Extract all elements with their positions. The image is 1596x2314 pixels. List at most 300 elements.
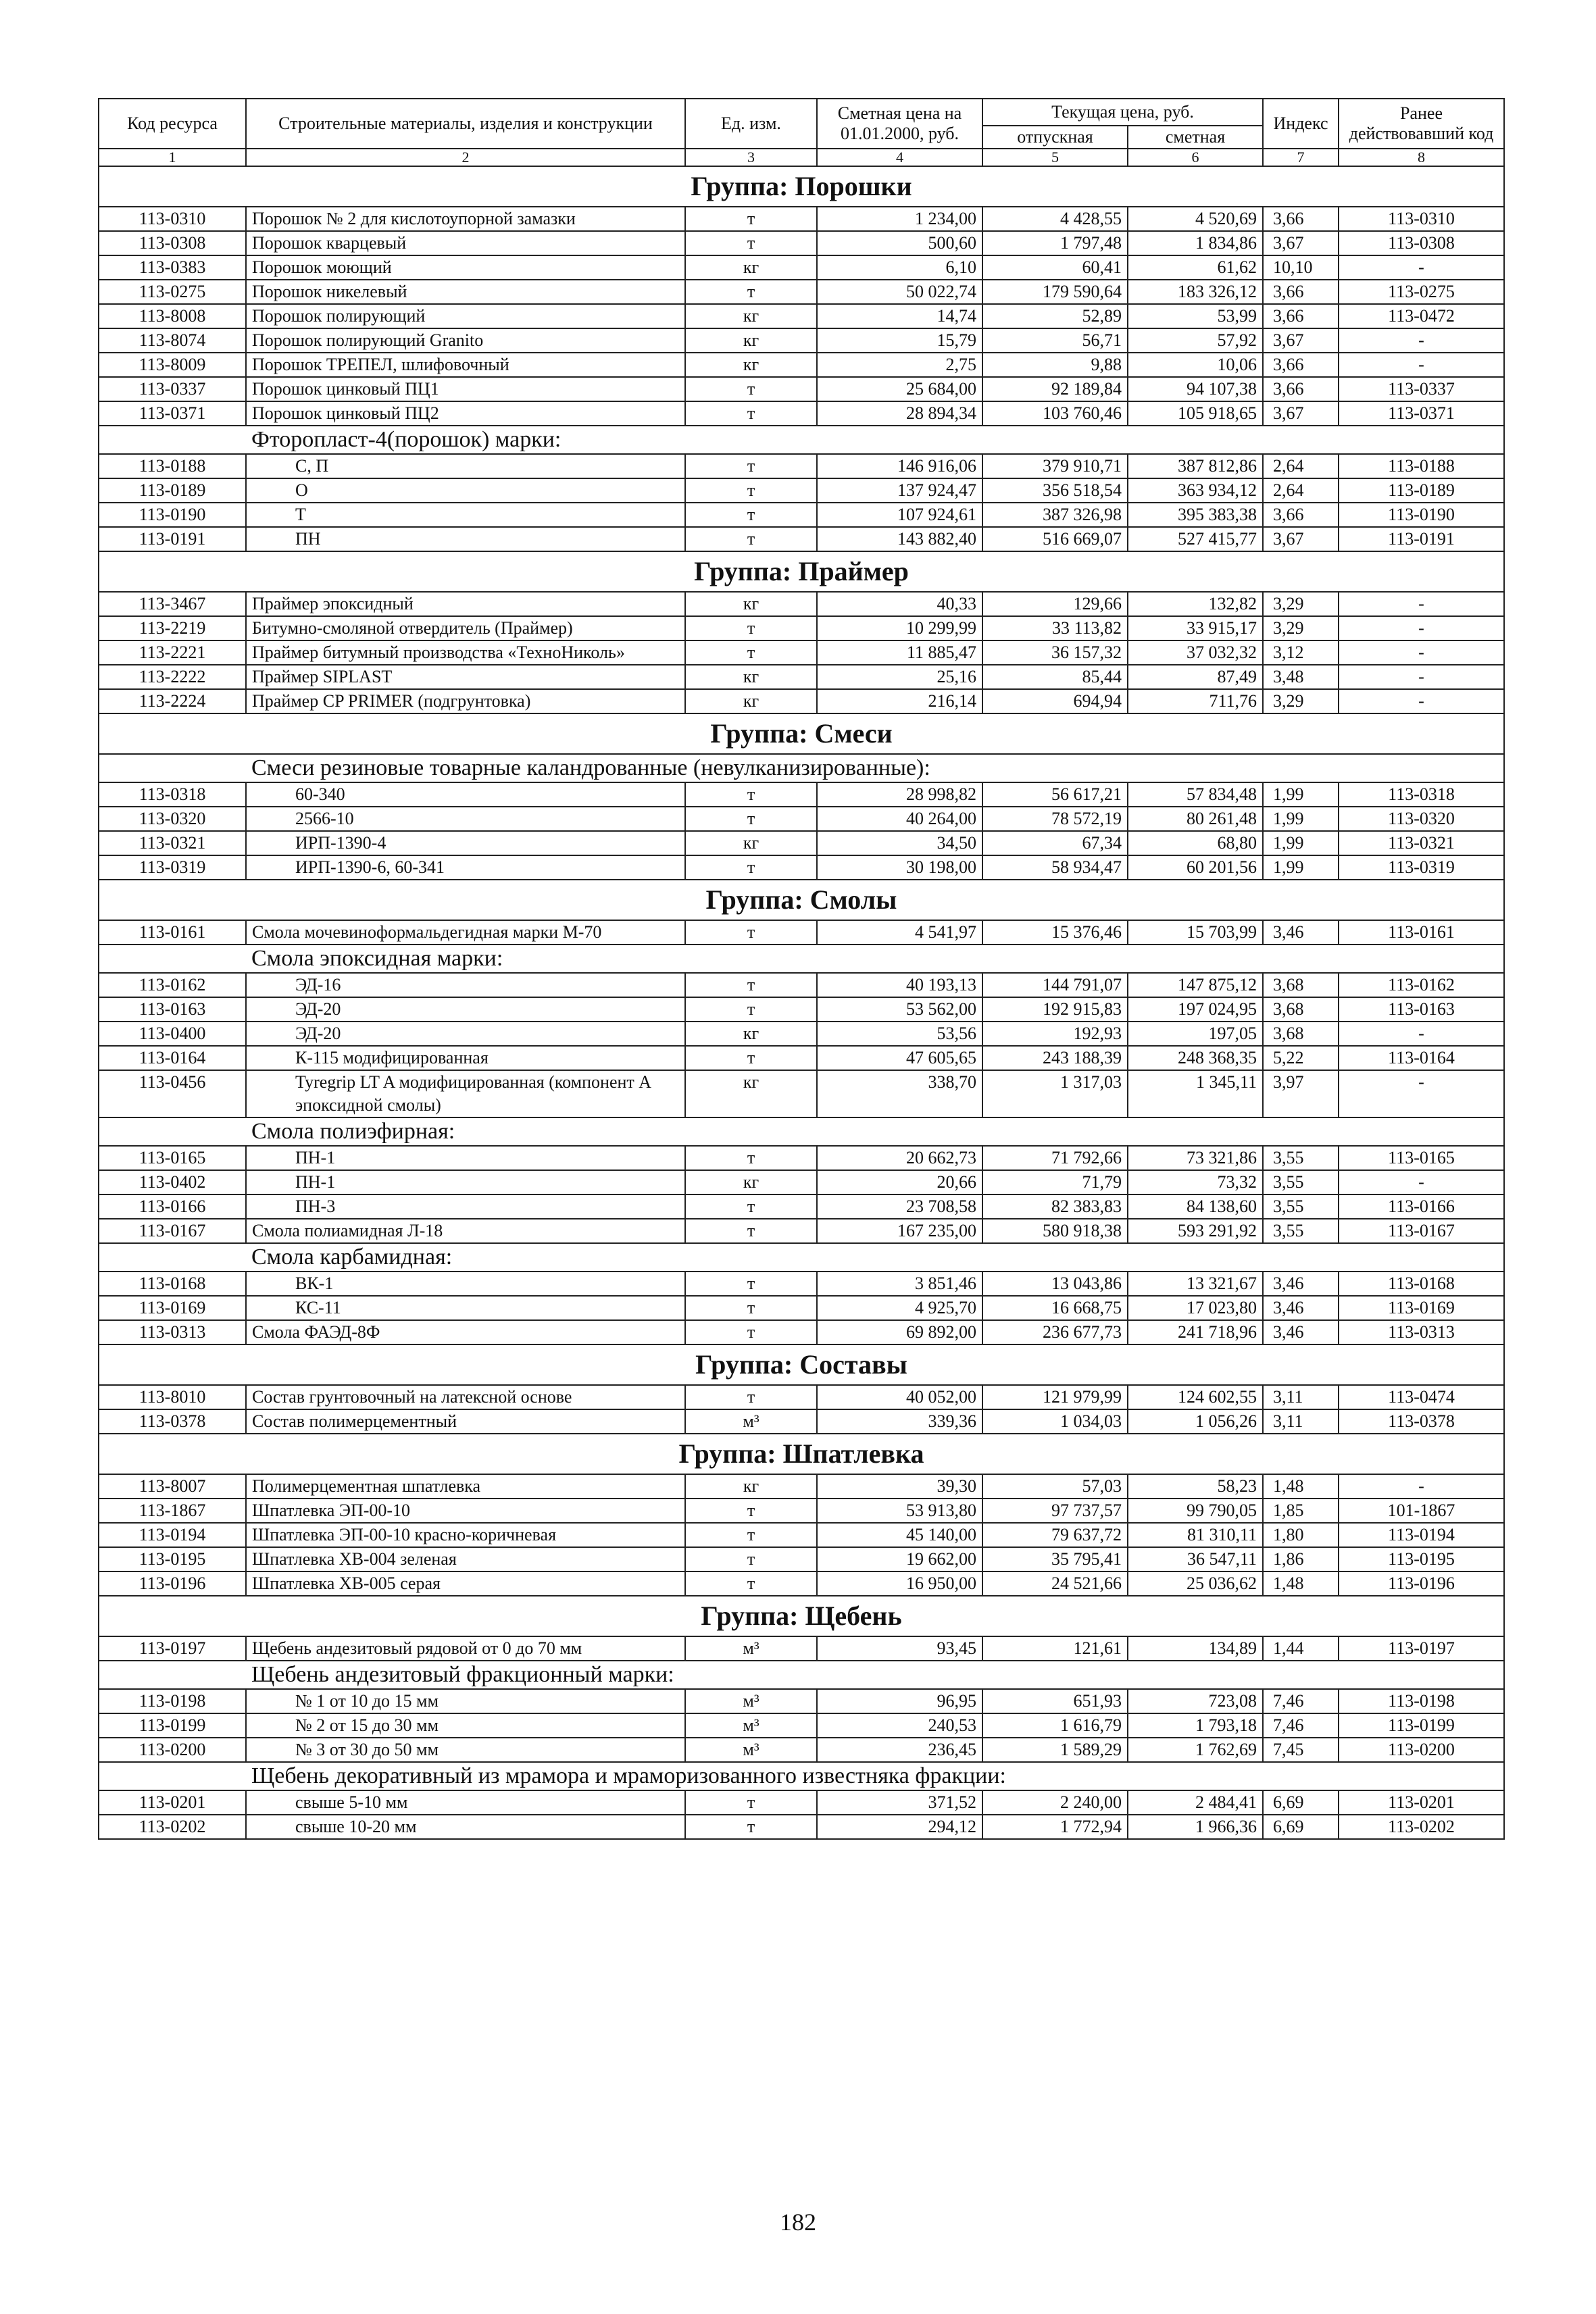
estimate-price-cell: 58,23	[1128, 1474, 1263, 1499]
table-row	[99, 1738, 1504, 1762]
release-price-cell: 56,71	[982, 328, 1128, 353]
estimate-price-cell: 57,92	[1128, 328, 1263, 353]
index-cell: 3,48	[1263, 665, 1339, 689]
resource-code-cell: 113-0400	[99, 1022, 246, 1046]
table-row	[99, 1713, 1504, 1738]
estimate-price-cell: 10,06	[1128, 353, 1263, 377]
subgroup-heading-row	[99, 426, 1504, 454]
material-name-cell: Порошок цинковый ПЦ2	[246, 401, 685, 426]
table-row	[99, 1571, 1504, 1596]
base-price-cell: 500,60	[817, 231, 982, 255]
resource-code-cell: 113-0166	[99, 1194, 246, 1219]
material-name-cell: ВК-1	[246, 1272, 685, 1296]
table-row	[99, 782, 1504, 807]
index-cell: 3,66	[1263, 207, 1339, 231]
base-price-cell: 39,30	[817, 1474, 982, 1499]
index-cell: 3,66	[1263, 304, 1339, 328]
previous-code-cell: 113-0165	[1339, 1146, 1504, 1170]
base-price-cell: 339,36	[817, 1409, 982, 1434]
unit-cell: т	[685, 807, 817, 831]
release-price-cell: 78 572,19	[982, 807, 1128, 831]
table-row	[99, 1070, 1504, 1117]
table-row	[99, 1790, 1504, 1815]
previous-code-cell: 113-0202	[1339, 1815, 1504, 1839]
base-price-cell: 30 198,00	[817, 855, 982, 880]
table-row	[99, 231, 1504, 255]
index-cell: 10,10	[1263, 255, 1339, 280]
table-row	[99, 855, 1504, 880]
material-name-cell: Шпатлевка ХВ-004 зеленая	[246, 1547, 685, 1571]
unit-cell: м³	[685, 1738, 817, 1762]
unit-cell: т	[685, 1296, 817, 1320]
index-cell: 1,86	[1263, 1547, 1339, 1571]
estimate-price-cell: 68,80	[1128, 831, 1263, 855]
index-cell: 7,45	[1263, 1738, 1339, 1762]
previous-code-cell: 113-0191	[1339, 527, 1504, 551]
subgroup-heading-row	[99, 1117, 1504, 1146]
table-row	[99, 1296, 1504, 1320]
resource-code-cell: 113-0275	[99, 280, 246, 304]
release-price-cell: 79 637,72	[982, 1523, 1128, 1547]
release-price-cell: 58 934,47	[982, 855, 1128, 880]
material-name-cell: ПН-1	[246, 1170, 685, 1194]
estimate-price-cell: 73,32	[1128, 1170, 1263, 1194]
table-row	[99, 328, 1504, 353]
table-row	[99, 831, 1504, 855]
unit-cell: т	[685, 231, 817, 255]
material-name-cell: Порошок полирующий Granito	[246, 328, 685, 353]
base-price-cell: 14,74	[817, 304, 982, 328]
resource-code-cell: 113-0456	[99, 1070, 246, 1117]
release-price-cell: 82 383,83	[982, 1194, 1128, 1219]
resource-code-cell: 113-0378	[99, 1409, 246, 1434]
release-price-cell: 2 240,00	[982, 1790, 1128, 1815]
release-price-cell: 92 189,84	[982, 377, 1128, 401]
resource-code-cell: 113-0320	[99, 807, 246, 831]
resource-code-cell: 113-3467	[99, 592, 246, 616]
material-name-cell: ЭД-20	[246, 997, 685, 1022]
resource-code-cell: 113-0188	[99, 454, 246, 478]
resource-code-cell: 113-0164	[99, 1046, 246, 1070]
previous-code-cell: 113-0337	[1339, 377, 1504, 401]
base-price-cell: 25 684,00	[817, 377, 982, 401]
index-cell: 3,67	[1263, 231, 1339, 255]
column-number: 8	[1339, 149, 1504, 166]
unit-cell: кг	[685, 328, 817, 353]
release-price-cell: 33 113,82	[982, 616, 1128, 640]
estimate-price-cell: 124 602,55	[1128, 1385, 1263, 1409]
resource-code-cell: 113-0308	[99, 231, 246, 255]
index-cell: 1,80	[1263, 1523, 1339, 1547]
material-name-cell: № 2 от 15 до 30 мм	[246, 1713, 685, 1738]
release-price-cell: 121,61	[982, 1636, 1128, 1661]
unit-cell: кг	[685, 353, 817, 377]
table-row	[99, 1022, 1504, 1046]
release-price-cell: 243 188,39	[982, 1046, 1128, 1070]
estimate-price-cell: 197 024,95	[1128, 997, 1263, 1022]
previous-code-cell: 113-0201	[1339, 1790, 1504, 1815]
material-name-cell: Праймер эпоксидный	[246, 592, 685, 616]
estimate-price-cell: 527 415,77	[1128, 527, 1263, 551]
base-price-cell: 45 140,00	[817, 1523, 982, 1547]
material-name-cell: Порошок полирующий	[246, 304, 685, 328]
previous-code-cell: 113-0167	[1339, 1219, 1504, 1243]
index-cell: 3,66	[1263, 377, 1339, 401]
unit-cell: т	[685, 478, 817, 503]
subgroup-heading-row	[99, 1762, 1504, 1790]
estimate-price-cell: 81 310,11	[1128, 1523, 1263, 1547]
previous-code-cell: -	[1339, 1070, 1504, 1117]
subgroup-title: Смола полиэфирная:	[99, 1117, 1504, 1146]
release-price-cell: 52,89	[982, 304, 1128, 328]
base-price-cell: 96,95	[817, 1689, 982, 1713]
subgroup-title: Щебень андезитовый фракционный марки:	[99, 1661, 1504, 1689]
resource-code-cell: 113-8010	[99, 1385, 246, 1409]
release-price-cell: 15 376,46	[982, 920, 1128, 945]
material-name-cell: 60-340	[246, 782, 685, 807]
resource-code-cell: 113-8009	[99, 353, 246, 377]
estimate-price-cell: 1 966,36	[1128, 1815, 1263, 1839]
column-number: 7	[1263, 149, 1339, 166]
release-price-cell: 36 157,32	[982, 640, 1128, 665]
base-price-cell: 25,16	[817, 665, 982, 689]
resource-code-cell: 113-8074	[99, 328, 246, 353]
material-name-cell: КС-11	[246, 1296, 685, 1320]
base-price-cell: 40,33	[817, 592, 982, 616]
previous-code-cell: 113-0313	[1339, 1320, 1504, 1344]
resource-code-cell: 113-0383	[99, 255, 246, 280]
base-price-cell: 40 193,13	[817, 973, 982, 997]
column-number: 6	[1128, 149, 1263, 166]
table-header	[99, 99, 1504, 166]
unit-cell: т	[685, 1571, 817, 1596]
resource-code-cell: 113-0310	[99, 207, 246, 231]
table-row	[99, 920, 1504, 945]
material-name-cell: Битумно-смоляной отвердитель (Праймер)	[246, 616, 685, 640]
release-price-cell: 97 737,57	[982, 1499, 1128, 1523]
unit-cell: кг	[685, 1070, 817, 1117]
unit-cell: т	[685, 1523, 817, 1547]
previous-code-cell: 113-0190	[1339, 503, 1504, 527]
previous-code-cell: -	[1339, 689, 1504, 713]
price-table	[98, 98, 1505, 1840]
base-price-cell: 10 299,99	[817, 616, 982, 640]
resource-code-cell: 113-0194	[99, 1523, 246, 1547]
unit-cell: т	[685, 454, 817, 478]
index-cell: 2,64	[1263, 454, 1339, 478]
estimate-price-cell: 2 484,41	[1128, 1790, 1263, 1815]
previous-code-cell: 113-0371	[1339, 401, 1504, 426]
resource-code-cell: 113-8007	[99, 1474, 246, 1499]
previous-code-cell: 113-0310	[1339, 207, 1504, 231]
group-title: Группа: Порошки	[99, 166, 1504, 207]
estimate-price-cell: 134,89	[1128, 1636, 1263, 1661]
group-heading-row	[99, 166, 1504, 207]
resource-code-cell: 113-0199	[99, 1713, 246, 1738]
previous-code-cell: 113-0196	[1339, 1571, 1504, 1596]
estimate-price-cell: 132,82	[1128, 592, 1263, 616]
subgroup-heading-row	[99, 1243, 1504, 1272]
header-estimate-price: сметная	[1128, 126, 1263, 149]
previous-code-cell: 113-0198	[1339, 1689, 1504, 1713]
estimate-price-cell: 73 321,86	[1128, 1146, 1263, 1170]
base-price-cell: 28 998,82	[817, 782, 982, 807]
material-name-cell: Порошок кварцевый	[246, 231, 685, 255]
group-title: Группа: Смеси	[99, 713, 1504, 754]
subgroup-heading-row	[99, 945, 1504, 973]
index-cell: 7,46	[1263, 1713, 1339, 1738]
index-cell: 3,11	[1263, 1385, 1339, 1409]
previous-code-cell: 113-0188	[1339, 454, 1504, 478]
material-name-cell: ИРП-1390-4	[246, 831, 685, 855]
previous-code-cell: -	[1339, 616, 1504, 640]
index-cell: 3,29	[1263, 616, 1339, 640]
release-price-cell: 1 317,03	[982, 1070, 1128, 1117]
index-cell: 3,55	[1263, 1146, 1339, 1170]
table-row	[99, 1046, 1504, 1070]
index-cell: 3,68	[1263, 1022, 1339, 1046]
previous-code-cell: -	[1339, 1022, 1504, 1046]
table-row	[99, 665, 1504, 689]
resource-code-cell: 113-0189	[99, 478, 246, 503]
material-name-cell: Порошок ТРЕПЕЛ, шлифовочный	[246, 353, 685, 377]
subgroup-title: Смола эпоксидная марки:	[99, 945, 1504, 973]
unit-cell: кг	[685, 1170, 817, 1194]
estimate-price-cell: 363 934,12	[1128, 478, 1263, 503]
group-heading-row	[99, 551, 1504, 592]
unit-cell: т	[685, 1046, 817, 1070]
release-price-cell: 85,44	[982, 665, 1128, 689]
resource-code-cell: 113-0319	[99, 855, 246, 880]
resource-code-cell: 113-0318	[99, 782, 246, 807]
index-cell: 3,55	[1263, 1219, 1339, 1243]
material-name-cell: Смола полиамидная Л-18	[246, 1219, 685, 1243]
table-row	[99, 1523, 1504, 1547]
release-price-cell: 71,79	[982, 1170, 1128, 1194]
estimate-price-cell: 711,76	[1128, 689, 1263, 713]
base-price-cell: 19 662,00	[817, 1547, 982, 1571]
unit-cell: кг	[685, 1474, 817, 1499]
base-price-cell: 69 892,00	[817, 1320, 982, 1344]
header-base-price: Сметная цена на 01.01.2000, руб.	[817, 99, 982, 149]
release-price-cell: 179 590,64	[982, 280, 1128, 304]
subgroup-title: Смола карбамидная:	[99, 1243, 1504, 1272]
table-row	[99, 280, 1504, 304]
column-number: 3	[685, 149, 817, 166]
subgroup-title: Щебень декоративный из мрамора и мраморизованного известняка фракции:	[99, 1762, 1504, 1790]
release-price-cell: 67,34	[982, 831, 1128, 855]
table-row	[99, 689, 1504, 713]
estimate-price-cell: 4 520,69	[1128, 207, 1263, 231]
table-row	[99, 1815, 1504, 1839]
previous-code-cell: 113-0161	[1339, 920, 1504, 945]
release-price-cell: 121 979,99	[982, 1385, 1128, 1409]
group-heading-row	[99, 1434, 1504, 1474]
base-price-cell: 146 916,06	[817, 454, 982, 478]
table-row	[99, 1474, 1504, 1499]
previous-code-cell: -	[1339, 665, 1504, 689]
unit-cell: т	[685, 1194, 817, 1219]
base-price-cell: 216,14	[817, 689, 982, 713]
resource-code-cell: 113-0402	[99, 1170, 246, 1194]
index-cell: 3,68	[1263, 973, 1339, 997]
index-cell: 6,69	[1263, 1815, 1339, 1839]
table-row	[99, 1320, 1504, 1344]
unit-cell: т	[685, 1320, 817, 1344]
table-row	[99, 640, 1504, 665]
unit-cell: т	[685, 503, 817, 527]
index-cell: 1,99	[1263, 782, 1339, 807]
release-price-cell: 387 326,98	[982, 503, 1128, 527]
table-row	[99, 1547, 1504, 1571]
release-price-cell: 516 669,07	[982, 527, 1128, 551]
resource-code-cell: 113-0202	[99, 1815, 246, 1839]
release-price-cell: 1 589,29	[982, 1738, 1128, 1762]
group-heading-row	[99, 1344, 1504, 1385]
previous-code-cell: 113-0168	[1339, 1272, 1504, 1296]
material-name-cell: Щебень андезитовый рядовой от 0 до 70 мм	[246, 1636, 685, 1661]
table-row	[99, 1272, 1504, 1296]
base-price-cell: 53 913,80	[817, 1499, 982, 1523]
index-cell: 3,46	[1263, 1296, 1339, 1320]
column-number: 4	[817, 149, 982, 166]
index-cell: 1,48	[1263, 1571, 1339, 1596]
previous-code-cell: 113-0320	[1339, 807, 1504, 831]
material-name-cell: свыше 10-20 мм	[246, 1815, 685, 1839]
base-price-cell: 240,53	[817, 1713, 982, 1738]
estimate-price-cell: 593 291,92	[1128, 1219, 1263, 1243]
estimate-price-cell: 387 812,86	[1128, 454, 1263, 478]
estimate-price-cell: 197,05	[1128, 1022, 1263, 1046]
material-name-cell: ЭД-16	[246, 973, 685, 997]
material-name-cell: Порошок моющий	[246, 255, 685, 280]
material-name-cell: Полимерцементная шпатлевка	[246, 1474, 685, 1499]
release-price-cell: 24 521,66	[982, 1571, 1128, 1596]
index-cell: 3,46	[1263, 1320, 1339, 1344]
material-name-cell: № 3 от 30 до 50 мм	[246, 1738, 685, 1762]
resource-code-cell: 113-1867	[99, 1499, 246, 1523]
resource-code-cell: 113-0371	[99, 401, 246, 426]
index-cell: 2,64	[1263, 478, 1339, 503]
release-price-cell: 16 668,75	[982, 1296, 1128, 1320]
table-row	[99, 1170, 1504, 1194]
material-name-cell: Праймер битумный производства «ТехноНиколь»	[246, 640, 685, 665]
resource-code-cell: 113-0195	[99, 1547, 246, 1571]
base-price-cell: 28 894,34	[817, 401, 982, 426]
release-price-cell: 9,88	[982, 353, 1128, 377]
material-name-cell: К-115 модифицированная	[246, 1046, 685, 1070]
previous-code-cell: 113-0275	[1339, 280, 1504, 304]
previous-code-cell: 113-0321	[1339, 831, 1504, 855]
unit-cell: т	[685, 1547, 817, 1571]
estimate-price-cell: 248 368,35	[1128, 1046, 1263, 1070]
table-row	[99, 1194, 1504, 1219]
material-name-cell: свыше 5-10 мм	[246, 1790, 685, 1815]
header-previous-code: Ранее действовавший код	[1339, 99, 1504, 149]
release-price-cell: 60,41	[982, 255, 1128, 280]
unit-cell: т	[685, 1385, 817, 1409]
estimate-price-cell: 36 547,11	[1128, 1547, 1263, 1571]
index-cell: 3,29	[1263, 689, 1339, 713]
header-unit: Ед. изм.	[685, 99, 817, 149]
estimate-price-cell: 105 918,65	[1128, 401, 1263, 426]
resource-code-cell: 113-0190	[99, 503, 246, 527]
material-name-cell: Смола ФАЭД-8Ф	[246, 1320, 685, 1344]
base-price-cell: 338,70	[817, 1070, 982, 1117]
estimate-price-cell: 13 321,67	[1128, 1272, 1263, 1296]
index-cell: 3,66	[1263, 503, 1339, 527]
resource-code-cell: 113-0197	[99, 1636, 246, 1661]
unit-cell: кг	[685, 304, 817, 328]
previous-code-cell: 113-0194	[1339, 1523, 1504, 1547]
column-number: 2	[246, 149, 685, 166]
estimate-price-cell: 1 793,18	[1128, 1713, 1263, 1738]
unit-cell: м³	[685, 1636, 817, 1661]
base-price-cell: 20,66	[817, 1170, 982, 1194]
previous-code-cell: 113-0318	[1339, 782, 1504, 807]
table-row	[99, 616, 1504, 640]
release-price-cell: 694,94	[982, 689, 1128, 713]
material-name-cell: ЭД-20	[246, 1022, 685, 1046]
base-price-cell: 53 562,00	[817, 997, 982, 1022]
group-title: Группа: Смолы	[99, 880, 1504, 920]
base-price-cell: 143 882,40	[817, 527, 982, 551]
unit-cell: м³	[685, 1689, 817, 1713]
index-cell: 7,46	[1263, 1689, 1339, 1713]
index-cell: 6,69	[1263, 1790, 1339, 1815]
unit-cell: т	[685, 1499, 817, 1523]
index-cell: 3,67	[1263, 527, 1339, 551]
page-number: 182	[780, 2209, 816, 2236]
unit-cell: т	[685, 855, 817, 880]
index-cell: 1,99	[1263, 831, 1339, 855]
unit-cell: кг	[685, 255, 817, 280]
resource-code-cell: 113-0169	[99, 1296, 246, 1320]
resource-code-cell: 113-0161	[99, 920, 246, 945]
previous-code-cell: 113-0195	[1339, 1547, 1504, 1571]
resource-code-cell: 113-0313	[99, 1320, 246, 1344]
material-name-cell: Шпатлевка ЭП-00-10	[246, 1499, 685, 1523]
base-price-cell: 34,50	[817, 831, 982, 855]
group-title: Группа: Составы	[99, 1344, 1504, 1385]
unit-cell: т	[685, 782, 817, 807]
release-price-cell: 1 772,94	[982, 1815, 1128, 1839]
base-price-cell: 371,52	[817, 1790, 982, 1815]
unit-cell: т	[685, 1146, 817, 1170]
previous-code-cell: 113-0166	[1339, 1194, 1504, 1219]
estimate-price-cell: 1 345,11	[1128, 1070, 1263, 1117]
table-row	[99, 478, 1504, 503]
release-price-cell: 1 616,79	[982, 1713, 1128, 1738]
base-price-cell: 107 924,61	[817, 503, 982, 527]
unit-cell: т	[685, 1790, 817, 1815]
table-row	[99, 1689, 1504, 1713]
estimate-price-cell: 1 834,86	[1128, 231, 1263, 255]
base-price-cell: 11 885,47	[817, 640, 982, 665]
base-price-cell: 40 052,00	[817, 1385, 982, 1409]
unit-cell: т	[685, 377, 817, 401]
table-row	[99, 1409, 1504, 1434]
header-current-price: Текущая цена, руб.	[982, 99, 1263, 126]
index-cell: 3,66	[1263, 353, 1339, 377]
base-price-cell: 1 234,00	[817, 207, 982, 231]
previous-code-cell: 113-0189	[1339, 478, 1504, 503]
base-price-cell: 23 708,58	[817, 1194, 982, 1219]
release-price-cell: 1 034,03	[982, 1409, 1128, 1434]
group-heading-row	[99, 880, 1504, 920]
estimate-price-cell: 60 201,56	[1128, 855, 1263, 880]
unit-cell: т	[685, 997, 817, 1022]
